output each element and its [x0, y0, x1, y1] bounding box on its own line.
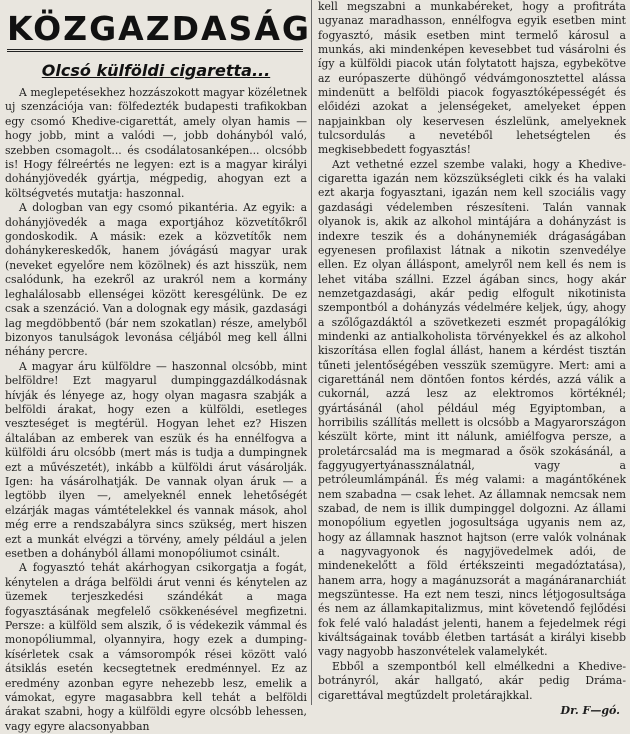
article-paragraph: A magyar áru külföldre — haszonnal olcsóbb, mint belföldre! Ezt magyarul dumpinggazdálkodásnak hívják és lényege az, hogy olyan magasra szabják a belföldi árakat, hogy ezen a külföldi, esetleges veszteséget is megtérül. Hogyan lehet ez? Hiszen általában az emberek van eszük és ha ennélfogva a külföldi áru olcsóbb (mert más is tudja a dumpingnek ezt a művészetét), inkább a külföldi árut vásárolják. Igen: ha vásárolhatják. De vannak olyan áruk — a legtöbb ilyen —, amelyeknél ennek lehetőségét elzárják magas vámtételekkel és vannak mások, ahol még erre a rendszabályra sincs szükség, mert hiszen ezt a munkát elvégzi a törvény, amely például a jelen esetben a dohányból állami monopóliumot csinált. — [5, 359, 307, 560]
article-paragraph: A meglepetésekhez hozzászokott magyar közéletnek uj szenzációja van: fölfedezték budapesti trafikokban egy csomó Khedive-cigarettát, amely olyan hamis — hogy jobb, mint a valódi —, jobb dohányból való, szebben csomagolt... és csodálatosanképen... olcsóbb is! Hogy félreértés ne legyen: ezt is a magyar királyi dohányjövedék gyártja, mégpedig, ahogyan ezt a költségvetés mutatja: haszonnal. — [5, 86, 307, 200]
right-column — [318, 0, 626, 717]
article-headline — [5, 61, 307, 80]
left-column — [5, 0, 311, 733]
article-paragraph: kell megszabni a munkabéreket, hogy a profitráta ugyanaz maradhasson, ennélfogva egyik esetben mint fogyasztó, másik esetben mint termelő károsul a munkás, aki mindenképen kevesebbet tud vásárolni és így a külföldi piacok után folytatott hajsza, egybekötve az európaszerte dühöngő védvámgonosztettel alássa mindenütt a belföldi piacok fogyasztóképességét és előidézi azokat a jelenségeket, amelyeket éppen napjainkban oly keservesen észlelünk, amelyeknek tulcsordulás a nevetéből lehetségtelen és megkisebbedett fogyasztás! — [318, 0, 626, 157]
article-paragraph: A fogyasztó tehát akárhogyan csikorgatja a fogát, kénytelen a drága belföldi árut venni és kénytelen az üzemek terjeszkedési szándékát a maga fogyasztásának megfelelő csökkenésével megfizetni. Persze: a külföld sem alszik, ő is védekezik vámmal és monopóliummal, olyannyira, hogy ezek a dumping-kísérletek csak a vámsorompók rései között való átsiklás esetén kecsegtetnek eredménnyel. Ez az eredmény azonban egyre nehezebb lesz, emelik a vámokat, egyre magasabbra kell tehát a belföldi árakat szabni, hogy a külföldi egyre olcsóbb lehessen, vagy egyre alacsonyabban — [5, 561, 307, 733]
section-title: KÖZGAZDASÁG — [7, 8, 303, 52]
article-paragraph: Azt vethetné ezzel szembe valaki, hogy a Khedive-cigaretta igazán nem közszükségleti cikk és ha valaki ezt akarja fogyasztani, igazán nem kell szociális vagy gazdasági védelemben részesíteni. Talán vannak olyanok is, akik az alkohol mintájára a dohányzást is indexre teszik és a dohánynemiék drágaságában egyenesen profilaxist látnak a nikotin szenvedélye ellen. Ez olyan álláspont, amelyről nem kell és nem is lehet vitába szállni. Ezzel ágában sincs, hogy akár nemzetgazdasági, akár pedig elfogult nikotinista szempontból a dohányzás védelmére keljek, úgy, ahogy a szőlőgazdáktól a szövetkezeti eszmét propagálókig mindenki az antialkoholista törvényekkel és az alkohol kiszorítása ellen foglal állást, hanem a kérdést tisztán tűneti jelentőségében vesszük szemügyre. Mert: ami a cigarettánál nem döntően fontos kérdés, azzá válik a cukornál, azzá lesz az elektromos körtéknél; gyártásánál (ahol például még Egyiptomban, a horribilis szállítás mellett is olcsóbb a Magyarországon készült körte, mint itt nálunk, amiélfogva persze, a proletárcsalád ma is megmarad a ősök szokásánál, a faggyugyertyánassználatnál, vagy a petróleumlámpánál. És még valami: a magántőkének nem szabadna — csak lehet. Az államnak nemcsak nem szabad, de nem is illik dumpinggel dolgozni. Az állami monopólium egyetlen jogosultsága ugyanis nem az, hogy az államnak hasznot hajtson (erre valók volnának a nagyvagyonok és nagyjövedelmek adói, de mindenekelőtt a föld értékszeinti megadóztatása), hanem arra, hogy a magánuzsorát a magánáranarchiát megszüntesse. Ha ezt nem teszi, nincs létjogosultsága és nem az államkapitalizmus, mint követendő fejlődési fok felé való haladást jelenti, hanem a fejedelmek régi kiváltságainak tovább életben tartását a királyi kisebb vagy nagyobb haszonvételek valamelykét. — [318, 157, 626, 659]
headline-text: Olcsó külföldi cigaretta... — [41, 61, 271, 80]
column-divider — [311, 0, 312, 705]
author-signature: Dr. F—gó. — [560, 703, 620, 717]
article-paragraph: Ebből a szempontból kell elmélkedni a Khedive-botrányról, akár hallgató, akár pedig Dráma-cigarettával megtűzdelt proletárajkkal. — [318, 659, 626, 702]
article-paragraph: A dologban van egy csomó pikantéria. Az egyik: a dohányjövedék a maga exportjához közvetítőkről gondoskodik. A másik: ezek a közvetítők nem dohánykereskedők, hanem jóvágású magyar urak (neveket egyelőre nem közölnek) és azt hisszük, nem csalódunk, ha ezekről az urakról nem a kormány leghalálosabb ellenségei között keresgélünk. De ez csak a szenzáció. Van a dolognak egy másik, gazdasági lag megdöbbentő (bár nem szokatlan) része, amelyből bizonyos tanulságok levonása céljából meg kell állni néhány percre. — [5, 201, 307, 359]
